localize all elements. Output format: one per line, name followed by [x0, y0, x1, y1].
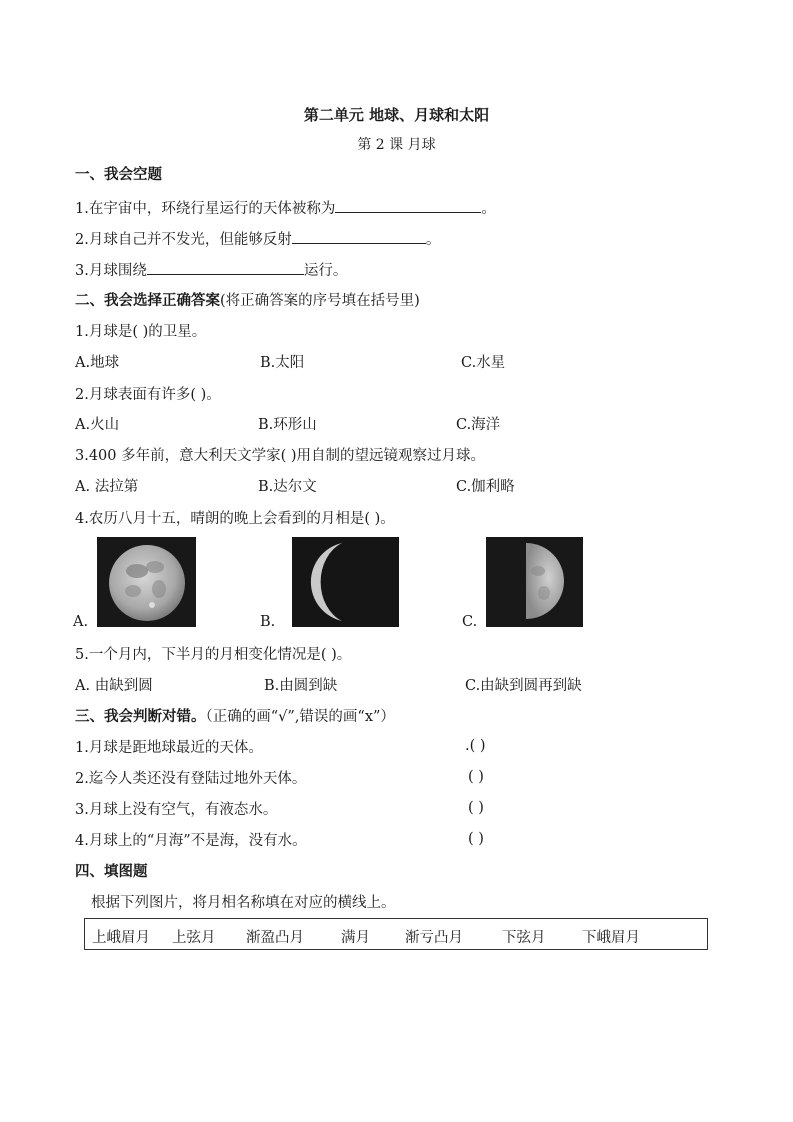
- fill-question-3-text: 3.月球围绕: [75, 263, 147, 279]
- choice-question-2: 2.月球表面有许多( )。: [75, 387, 221, 403]
- choice-question-4: 4.农历八月十五，晴朗的晚上会看到的月相是( )。: [75, 511, 395, 527]
- q4-option-c[interactable]: C.: [462, 614, 478, 630]
- phase-waxing-gibbous[interactable]: 渐盈凸月: [246, 930, 304, 946]
- phase-full-moon[interactable]: 满月: [341, 930, 370, 946]
- fill-question-3-end: 运行。: [303, 263, 348, 279]
- fill-question-1-text: 1.在宇宙中，环绕行星运行的天体被称为: [75, 201, 336, 217]
- choice-question-3: 3.400 多年前，意大利天文学家( )用自制的望远镜观察过月球。: [75, 448, 486, 464]
- section1-heading: 一、我会空题: [75, 167, 162, 183]
- section2-heading-text: 二、我会选择正确答案: [75, 293, 220, 309]
- q2-option-a[interactable]: A.火山: [75, 417, 120, 433]
- q5-option-a[interactable]: A. 由缺到圆: [75, 678, 153, 694]
- fill-question-2-end: 。: [425, 232, 441, 248]
- judge-answer-1[interactable]: .( ): [465, 738, 486, 754]
- phase-waning-crescent[interactable]: 下峨眉月: [582, 930, 640, 946]
- phase-waxing-crescent[interactable]: 上峨眉月: [92, 930, 150, 946]
- section2-heading: [75, 291, 420, 311]
- judge-item-4: 4.月球上的“月海”不是海，没有水。: [75, 833, 307, 849]
- phase-waning-gibbous[interactable]: 渐亏凸月: [405, 930, 463, 946]
- section3-heading: [75, 707, 395, 727]
- half-moon-icon: [486, 537, 583, 627]
- q3-option-b[interactable]: B.达尔文: [258, 479, 317, 495]
- fill-question-1: [75, 197, 496, 219]
- answer-blank-2[interactable]: [292, 228, 426, 244]
- q4-option-a[interactable]: A.: [73, 614, 89, 630]
- choice-question-1: 1.月球是( )的卫星。: [75, 324, 207, 340]
- moon-phase-word-bank: [84, 918, 708, 950]
- q1-option-c[interactable]: C.水星: [461, 355, 506, 371]
- choice-question-5: 5.一个月内，下半月的月相变化情况是( )。: [75, 647, 352, 663]
- half-moon-image[interactable]: [486, 537, 583, 627]
- q4-option-b[interactable]: B.: [260, 614, 276, 630]
- q5-option-c[interactable]: C.由缺到圆再到缺: [465, 678, 582, 694]
- crescent-moon-image[interactable]: [292, 537, 399, 627]
- phase-first-quarter[interactable]: 上弦月: [172, 930, 216, 946]
- q3-option-c[interactable]: C.伽利略: [456, 479, 515, 495]
- section3-heading-text: 三、我会判断对错。: [75, 709, 206, 725]
- section4-instruction: 根据下列图片，将月相名称填在对应的横线上。: [91, 895, 396, 911]
- unit-title: 第二单元 地球、月球和太阳: [303, 106, 490, 124]
- judge-answer-3[interactable]: ( ): [468, 800, 484, 816]
- judge-answer-4[interactable]: ( ): [468, 831, 484, 847]
- fill-question-1-end: 。: [481, 201, 496, 217]
- crescent-moon-icon: [292, 537, 399, 627]
- q3-option-a[interactable]: A. 法拉第: [75, 479, 139, 495]
- section3-heading-note: （正确的画“√”,错误的画“x”）: [205, 709, 395, 725]
- q2-option-c[interactable]: C.海洋: [456, 417, 501, 433]
- answer-blank-1[interactable]: [335, 197, 481, 213]
- full-moon-icon: [97, 537, 196, 627]
- lesson-title: 第 2 课 月球: [357, 137, 436, 153]
- section2-heading-note: (将正确答案的序号填在括号里): [220, 293, 420, 309]
- q1-option-a[interactable]: A.地球: [75, 355, 120, 371]
- fill-question-2-text: 2.月球自己并不发光，但能够反射: [75, 232, 292, 248]
- phase-last-quarter[interactable]: 下弦月: [502, 930, 546, 946]
- answer-blank-3[interactable]: [147, 259, 304, 275]
- fill-question-3: [75, 259, 347, 281]
- fill-question-2: [75, 228, 440, 250]
- judge-item-3: 3.月球上没有空气，有液态水。: [75, 802, 278, 818]
- q2-option-b[interactable]: B.环形山: [258, 417, 317, 433]
- judge-item-1: 1.月球是距地球最近的天体。: [75, 740, 263, 756]
- q1-option-b[interactable]: B.太阳: [260, 355, 305, 371]
- judge-answer-2[interactable]: ( ): [468, 769, 484, 785]
- q5-option-b[interactable]: B.由圆到缺: [264, 678, 338, 694]
- section4-heading: 四、填图题: [75, 864, 148, 880]
- full-moon-image[interactable]: [97, 537, 196, 627]
- judge-item-2: 2.迄今人类还没有登陆过地外天体。: [75, 771, 307, 787]
